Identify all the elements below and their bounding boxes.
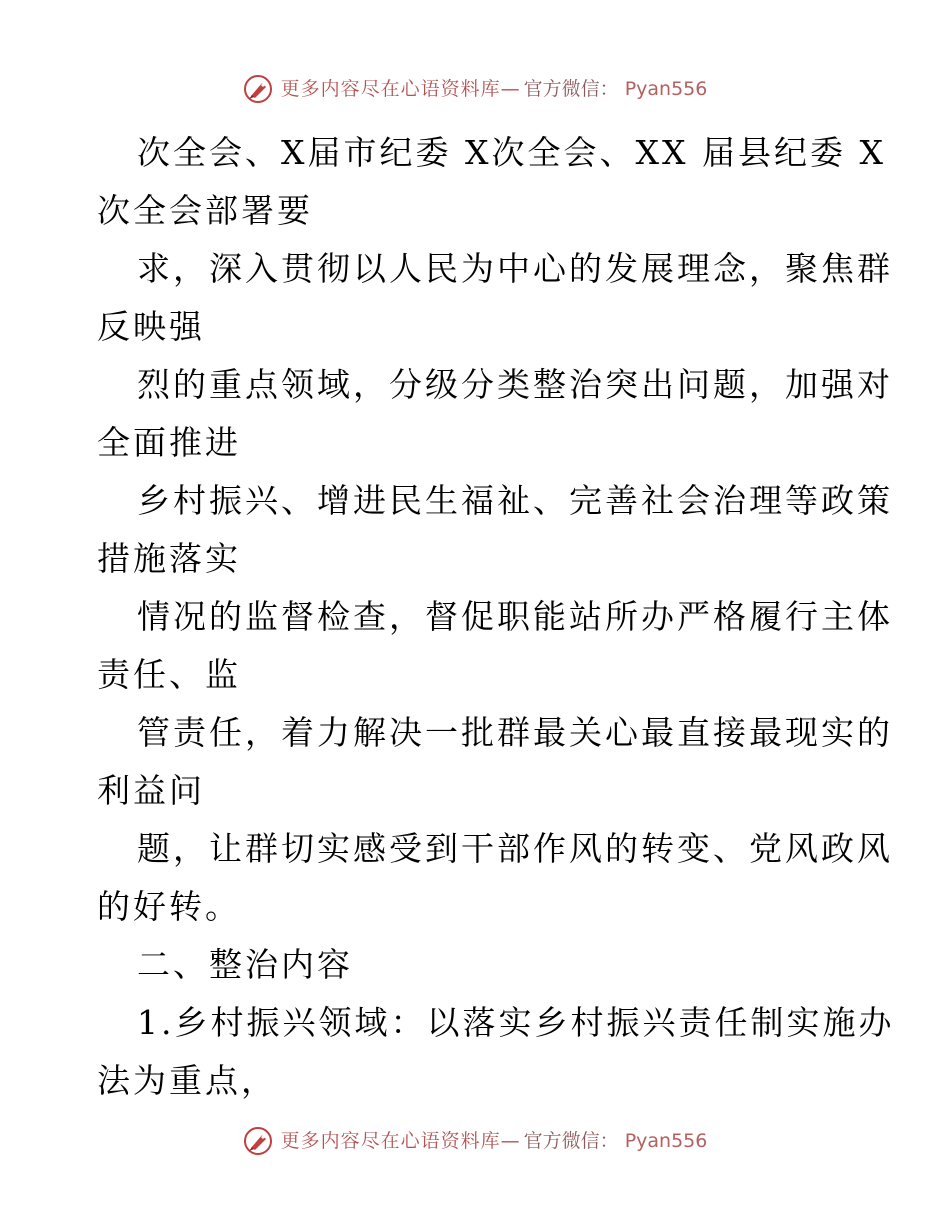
footer-watermark — [0, 1126, 950, 1156]
paragraph-line: 题，让群切实感受到干部作风的转变、党风政风 — [137, 829, 893, 868]
paragraph-line: 次全会部署要 — [97, 191, 313, 230]
section-heading — [97, 936, 857, 994]
watermark-wechat-label: 官方微信： — [523, 78, 619, 100]
paragraph — [97, 124, 886, 240]
paragraph-line: 烈的重点领域，分级分类整治突出问题，加强对 — [137, 365, 893, 404]
watermark-text: 更多内容尽在心语资料库 — [280, 78, 501, 100]
paragraph-line: 反映强 — [97, 307, 205, 346]
paragraph — [97, 472, 893, 588]
watermark-wechat-id: Pyan556 — [624, 78, 708, 100]
document-body — [97, 124, 895, 1110]
watermark-text: 更多内容尽在心语资料库 — [280, 1130, 501, 1152]
paragraph — [97, 994, 895, 1110]
paragraph-line: 求，深入贯彻以人民为中心的发展理念，聚焦群 — [137, 249, 893, 288]
paragraph — [97, 240, 893, 356]
paragraph-line: 责任、监 — [97, 655, 241, 694]
paragraph-line: 的好转。 — [97, 887, 241, 926]
paragraph-line: 措施落实 — [97, 539, 241, 578]
watermark-wechat-id: Pyan556 — [624, 1130, 708, 1152]
watermark-dash: — — [500, 78, 520, 100]
paragraph-line: 乡村振兴、增进民生福祉、完善社会治理等政策 — [137, 481, 893, 520]
paragraph-line: 管责任，着力解决一批群最关心最直接最现实的 — [137, 713, 893, 752]
watermark-dash: — — [500, 1130, 520, 1152]
watermark-wechat-label: 官方微信： — [523, 1130, 619, 1152]
paragraph — [97, 588, 893, 704]
section-heading-text: 二、整治内容 — [137, 945, 353, 984]
paragraph — [97, 356, 893, 472]
paragraph-line: 法为重点， — [97, 1061, 277, 1100]
paragraph-line: 1.乡村振兴领域：以落实乡村振兴责任制实施办 — [137, 1003, 895, 1042]
header-watermark — [0, 74, 950, 104]
pen-nib-logo-icon — [243, 74, 273, 104]
paragraph — [97, 820, 893, 936]
paragraph — [97, 704, 893, 820]
paragraph-line: 全面推进 — [97, 423, 241, 462]
paragraph-line: 利益问 — [97, 771, 205, 810]
paragraph-line: 情况的监督检查，督促职能站所办严格履行主体 — [137, 597, 893, 636]
pen-nib-logo-icon — [243, 1126, 273, 1156]
paragraph-line: 次全会、X届市纪委 X次全会、XX 届县纪委 X — [137, 133, 886, 172]
